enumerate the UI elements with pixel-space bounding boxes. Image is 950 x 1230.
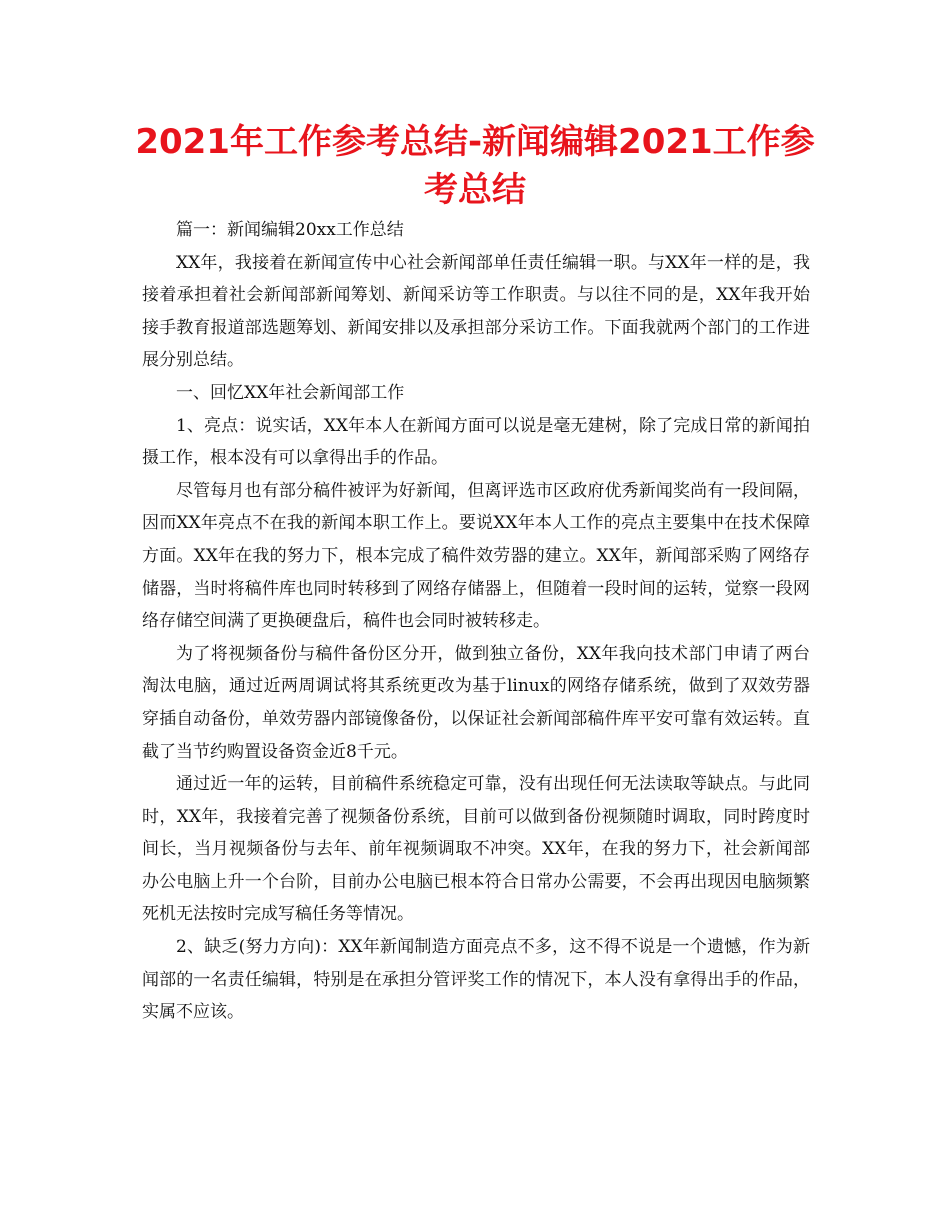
document-title: 2021年工作参考总结-新闻编辑2021工作参考总结 [135, 122, 815, 210]
paragraph-heading-part-one: 篇一：新闻编辑20xx工作总结 [176, 220, 404, 240]
paragraph-system-stability: 通过近一年的运转，目前稿件系统稳定可靠，没有出现任何无法读取等缺点。与此同时，XX年，我接着完善了视频备份系统，目前可以做到备份视频随时调取，同时跨度时间长，当月视频备份与去年、前年视频调取不冲突。XX年，在我的努力下，社会新闻部办公电脑上升一个台阶，目前办公电脑已根本符合日常办公需要，不会再出现因电脑频繁死机无法按时完成写稿任务等情况。 [142, 774, 810, 925]
document-body [142, 214, 810, 1029]
paragraph-backup: 为了将视频备份与稿件备份区分开，做到独立备份，XX年我向技术部门申请了两台淘汰电脑，通过近两周调试将其系统更改为基于linux的网络存储系统，做到了双效劳器穿插自动备份，单效劳器内部镜像备份，以保证社会新闻部稿件库平安可靠有效运转。直截了当节约购置设备资金近8千元。 [142, 643, 810, 762]
paragraph-section-heading: 一、回忆XX年社会新闻部工作 [176, 382, 405, 403]
paragraph-intro: XX年，我接着在新闻宣传中心社会新闻部单任责任编辑一职。与XX年一样的是，我接着承担着社会新闻部新闻筹划、新闻采访等工作职责。与以往不同的是，XX年我开始接手教育报道部选题筹划、新闻安排以及承担部分采访工作。下面我就两个部门的工作进展分别总结。 [142, 252, 810, 371]
paragraph-highlights: 1、亮点：说实话，XX年本人在新闻方面可以说是毫无建树，除了完成日常的新闻拍摄工作，根本没有可以拿得出手的作品。 [142, 415, 810, 469]
paragraph-shortcomings: 2、缺乏(努力方向)：XX年新闻制造方面亮点不多，这不得不说是一个遗憾，作为新闻部的一名责任编辑，特别是在承担分管评奖工作的情况下，本人没有拿得出手的作品，实属不应该。 [142, 937, 810, 1023]
paragraph-tech-support: 尽管每月也有部分稿件被评为好新闻，但离评选市区政府优秀新闻奖尚有一段间隔，因而XX年亮点不在我的新闻本职工作上。要说XX年本人工作的亮点主要集中在技术保障方面。XX年在我的努力下，根本完成了稿件效劳器的建立。XX年，新闻部采购了网络存储器，当时将稿件库也同时转移到了网络存储器上，但随着一段时间的运转，觉察一段网络存储空间满了更换硬盘后，稿件也会同时被转移走。 [142, 480, 810, 632]
